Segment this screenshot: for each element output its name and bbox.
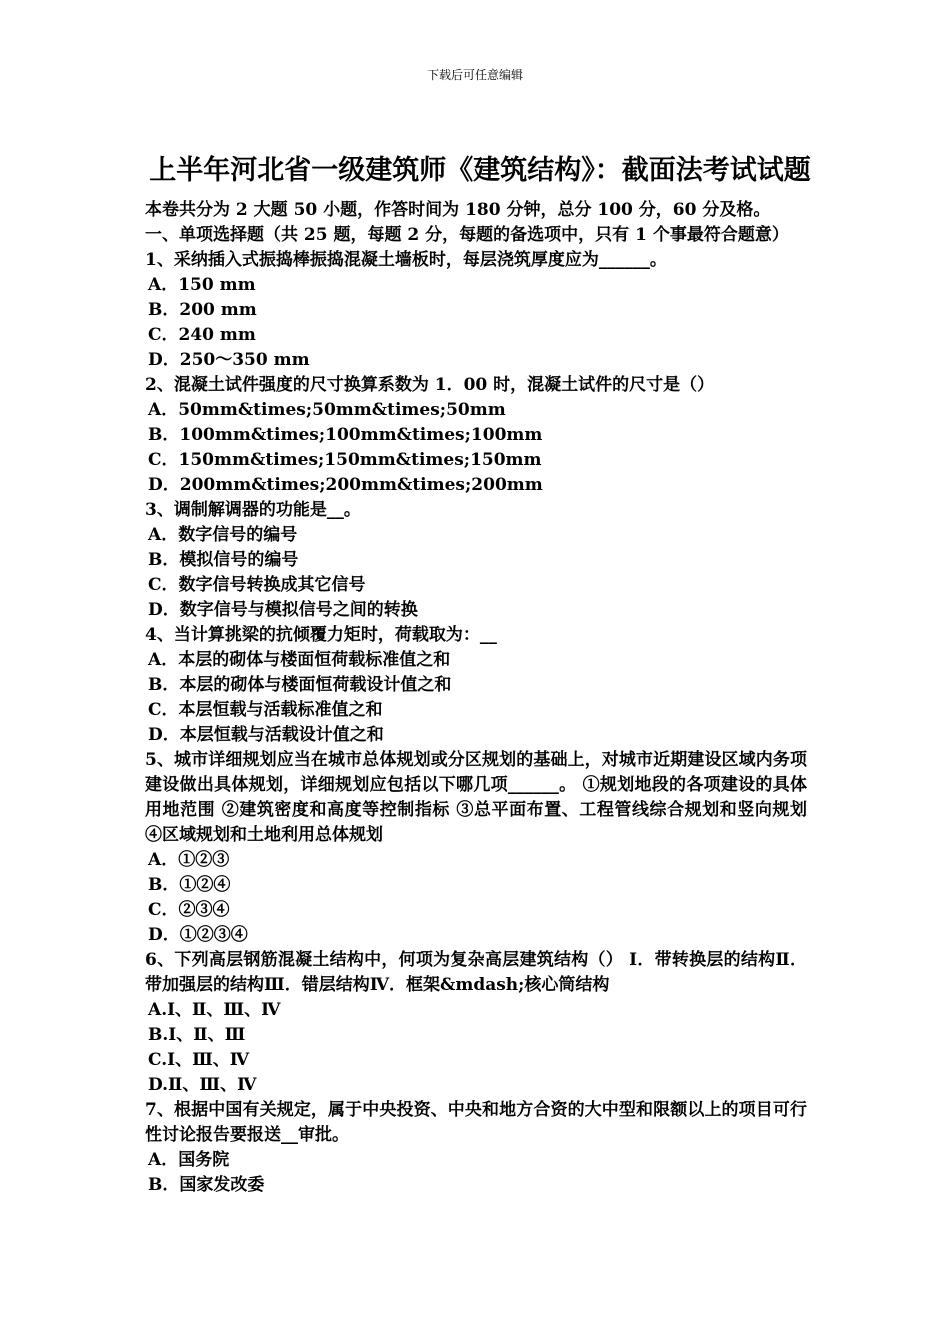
option-c: C．150mm&times;150mm&times;150mm — [148, 450, 542, 470]
document-body — [145, 198, 807, 1198]
question-1 — [145, 248, 807, 373]
option-a: A．50mm&times;50mm&times;50mm — [148, 400, 506, 420]
option-c: C．②③④ — [148, 900, 230, 920]
question-4 — [145, 623, 807, 748]
question-text: 5、城市详细规划应当在城市总体规划或分区规划的基础上，对城市近期建设区域内务项建设做出具体规划，详细规划应包括以下哪几项______。 ①规划地段的各项建设的具体用地范围 ②建筑密度和高度等控制指标 ③总平面布置、工程管线综合规划和竖向规划 ④区域规划和土地利用总体规划 — [145, 750, 807, 845]
option-a: A．数字信号的编号 — [148, 525, 298, 545]
page-title: 上半年河北省一级建筑师《建筑结构》：截面法考试试题 — [149, 155, 811, 186]
option-a: A．本层的砌体与楼面恒荷载标准值之和 — [148, 650, 451, 670]
option-c: C．本层恒载与活载标准值之和 — [148, 700, 383, 720]
option-c: C.Ⅰ、Ⅲ、Ⅳ — [148, 1050, 250, 1070]
question-text: 1、采纳插入式振捣棒振捣混凝土墙板时，每层浇筑厚度应为______。 — [145, 250, 667, 270]
question-6 — [145, 948, 807, 1098]
option-a: A．①②③ — [148, 850, 230, 870]
option-b: B．国家发改委 — [148, 1175, 265, 1195]
header-note: 下载后可任意编辑 — [426, 68, 523, 82]
option-a: A.Ⅰ、Ⅱ、Ⅲ、Ⅳ — [148, 1000, 281, 1020]
option-d: D．数字信号与模拟信号之间的转换 — [148, 600, 418, 620]
section-heading: 一、单项选择题（共 25 题，每题 2 分，每题的备选项中，只有 1 个事最符合题意） — [145, 225, 789, 245]
question-text: 3、调制解调器的功能是__。 — [145, 500, 361, 520]
option-d: D．200mm&times;200mm&times;200mm — [148, 475, 543, 495]
question-text: 4、当计算挑梁的抗倾覆力矩时，荷载取为：__ — [145, 625, 497, 645]
option-d: D．本层恒载与活载设计值之和 — [148, 725, 384, 745]
option-b: B．①②④ — [148, 875, 231, 895]
option-c: C．数字信号转换成其它信号 — [148, 575, 366, 595]
question-3 — [145, 498, 807, 623]
exam-intro: 本卷共分为 2 大题 50 小题，作答时间为 180 分钟，总分 100 分，60 分及格。 — [145, 200, 771, 220]
option-b: B．200 mm — [148, 300, 257, 320]
question-text: 2、混凝土试件强度的尺寸换算系数为 1．00 时，混凝土试件的尺寸是（） — [145, 375, 715, 395]
question-7 — [145, 1098, 807, 1198]
option-b: B．100mm&times;100mm&times;100mm — [148, 425, 543, 445]
option-b: B．模拟信号的编号 — [148, 550, 299, 570]
option-b: B.Ⅰ、Ⅱ、Ⅲ — [148, 1025, 246, 1045]
option-b: B．本层的砌体与楼面恒荷载设计值之和 — [148, 675, 452, 695]
question-5 — [145, 748, 807, 948]
question-2 — [145, 373, 807, 498]
option-c: C．240 mm — [148, 325, 256, 345]
question-text: 6、下列高层钢筋混凝土结构中，何项为复杂高层建筑结构（） Ⅰ．带转换层的结构Ⅱ．带加强层的结构Ⅲ．错层结构Ⅳ．框架&mdash;核心筒结构 — [145, 950, 807, 995]
option-a: A．150 mm — [148, 275, 256, 295]
option-d: D.Ⅱ、Ⅲ、Ⅳ — [148, 1075, 257, 1095]
option-a: A．国务院 — [148, 1150, 230, 1170]
option-d: D．250～350 mm — [148, 350, 310, 370]
question-text: 7、根据中国有关规定，属于中央投资、中央和地方合资的大中型和限额以上的项目可行性讨论报告要报送__审批。 — [145, 1100, 807, 1145]
option-d: D．①②③④ — [148, 925, 248, 945]
